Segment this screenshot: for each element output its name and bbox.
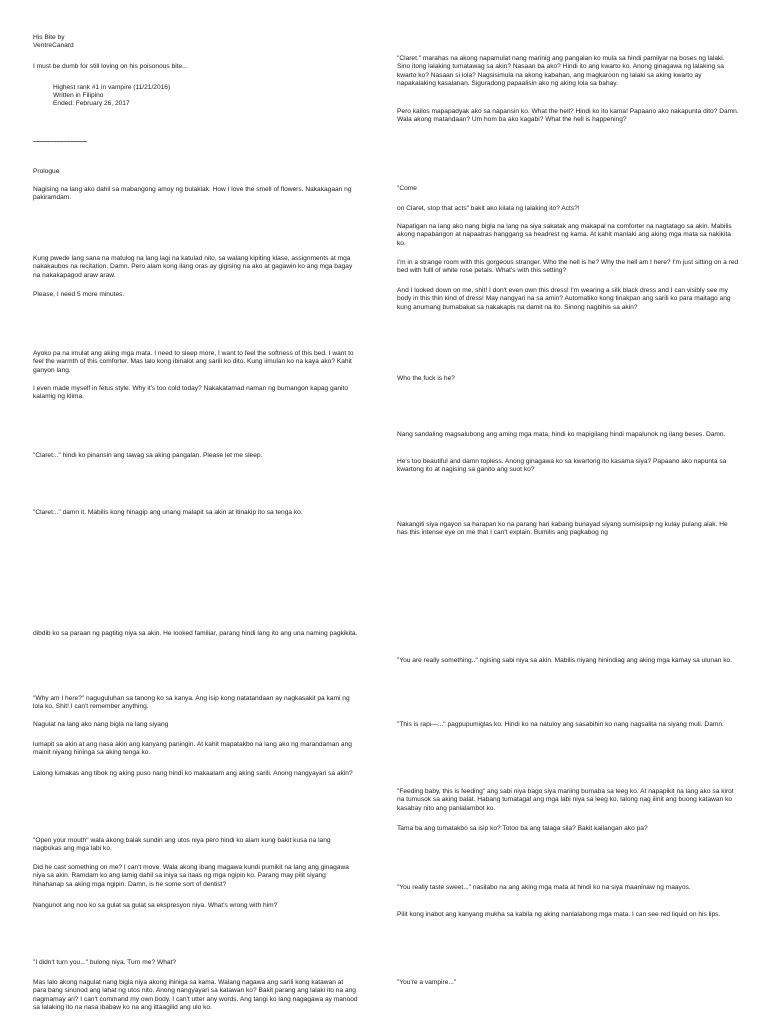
paragraph: "You are really something.." ngising sabi niya sa akin. Mabilis niyang hinindiag ang aking mga kamay sa ulunan ko. <box>397 657 733 664</box>
paragraph: Ayoko pa na imulat ang aking mga mata. I need to sleep more, I want to feel the softness of this bed. I want to feel the warmth of this comforter. Mas lalo kong ibinalot ang sarili ko dito. Kung iimulan ko na kaya ako? Kahit ganyon lang. <box>33 350 354 374</box>
meta-rank: Highest rank #1 in vampire (11/21/2016) <box>53 84 171 91</box>
paragraph: Nagulat na lang ako nang bigla na lang siyang <box>33 721 169 728</box>
paragraph: "You're a vampire..." <box>397 979 457 986</box>
paragraph: Please, I need 5 more minutes. <box>33 291 125 298</box>
story-author: VentreCanard <box>33 42 74 49</box>
paragraph: "You really taste sweet..." nasilabo na ang aking mga mata at hindi ko na siya maaninaw ng maayos. <box>397 884 691 891</box>
paragraph: "I didn't turn you..." bulong niya. Turn me? What? <box>33 959 177 966</box>
paragraph: Nagising na lang ako dahil sa mabangong amoy ng bulaklak. How I love the smell of flowers. Nakakagaan ng pakiramdam. <box>33 186 352 202</box>
story-title: His Bite by <box>33 34 65 41</box>
paragraph: Nang sandaling magsalubong ang aming mga mata, hindi ko mapigilang hindi mapalunok ng ilang beses. Damn. <box>397 431 726 438</box>
paragraph: "Claret..." hindi ko pinansin ang tawag sa aking pangalan. Please let me sleep. <box>33 452 263 459</box>
story-tagline: I must be dumb for still loving on his poisonous bite... <box>33 63 188 70</box>
section-divider: ~~~~~~~~~~~~~~~~ <box>33 139 87 146</box>
paragraph: Nangunot ang noo ko sa gulat sa gulat sa ekspresyon niya. What's wrong with him? <box>33 902 278 909</box>
paragraph: "Feeding baby, this is feeding" ang sabi niya bago siya mariing bumaba sa leeg ko. At napapikit na lang ako sa kirot na tumusok sa aking balat. Habang tumatagal ang mga labi niya sa leeg ko, lalong nag iiinit ang buong katawan ko kasabay nito ang panlalambot ko. <box>397 788 734 812</box>
paragraph: And I looked down on me, shit! I don't even own this dress! I'm wearing a silk black dress and I can visibly see my body in this thin kind of dress! May nangyari na sa amin? Automatiko kong tinakpan ang sarili ko para maitago ang kung anumang bumabakat sa nakakapis na damit na ito. Sinong nagbihis sa akin? <box>397 287 731 311</box>
paragraph: "Come <box>397 185 417 192</box>
paragraph: Mas lalo akong nagulat nang bigla niya akong ihiniga sa kama. Walang nagawa ang sarili kong katawan at para bang sinunod ang lahat ng utos nito. Anong nangyayari sa katawan ko? Bakit parang ang lalaki ito na ang nagmamay ari? I can't command my own body. I can't utter any words. Ang tangi ko lang nagagawa ay manood sa lalaking ito na nasa ibabaw ko na ang ittaagilid ang ulo ko. <box>33 979 358 1012</box>
paragraph: Pero kailos mapapadyak ako sa napansin ko. What the hell? Hindi ko ito kama! Papaano ako nakapunta dito? Damn. Wala akong matandaan? Um hom ba ako kagabi? What the hell is happening? <box>397 108 739 124</box>
paragraph: Who the fuck is he? <box>397 375 455 382</box>
paragraph: Lalong lumakas ang tibok ng aking puso nang hindi ko makaalam ang aking sarili. Anong nangyayari sa akin? <box>33 770 353 777</box>
paragraph: I'm in a strange room with this gorgeous stranger. Who the hell is he? Why the hell am I here? I'm just sitting on a red bed with fulll of white rose petals. What's with this setting? <box>397 259 739 275</box>
paragraph: Did he cast something on me? I can't move. Wala akong ibang magawa kundi pumikit na lang ang ginagawa niya sa akin. Ramdam ko ang lamig dahil sa iniya sa itaas ng mga ngipin ko. Parang may pilit siyang hinahanap sa aking mga ngipin. Damn, is he some sort of dentist? <box>33 864 349 888</box>
paragraph: Pilit kong inabot ang kanyang mukha sa kabila ng aking nanlalabong mga mata. I can see red liquid on his lips. <box>397 911 721 918</box>
paragraph: "Claret..." damn it. Mabilis kong hinagip ang unang malapit sa akin at itinakip ito sa tenga ko. <box>33 509 303 516</box>
paragraph: lumapit sa akin at ang nasa akin ang kanyang paningin. At kahit mapatakbo na lang ako ng marandaman ang mainit niyang hininga sa aking tenga ko. <box>33 741 352 757</box>
paragraph: Tama ba ang tumatakbo sa isip ko? Totoo ba ang talaga sila? Bakit kailangan ako pa? <box>397 825 648 832</box>
paragraph: "Open your mouth" wala akong balak sundin ang utos niya pero hindi ko alam kung bakit kusa na lang nagbukas ang mga labi ko. <box>33 837 331 853</box>
paragraph: on Claret, stop that acts" bakit ako kilala ng lalaking ito? Acts?! <box>397 205 580 212</box>
paragraph: Nakangiti siya ngayon sa harapan ko na parang hari kabang bunayad siyang sumisipsip ng kulay pulang alak. He has this intense eye on me that I can't explain. Bumilis ang pagkabog ng <box>397 521 728 537</box>
paragraph: "Claret." marahas na akong napamulat nang marinig ang pangalan ko mula sa hindi pamilyar na boses ng lalaki. Sino itong lalaking tumatawag sa akin? Nasaan ba ako? Hindi ito ang kwarto ko. Anong ginagawa ng lalaking sa kwarto ko? Nasaan si lola? Nagsisimula na akong kabahan, ang magkaroon ng lalaki sa aking kwarto ay napakalaking kasalanan. Siguradong papaalisin ako ng aking lola sa bahay. <box>397 55 725 88</box>
paragraph: He's too beautiful and damn topless. Anong ginagawa ko sa kwartong ito kasama siya? Papaano ako napunta sa kwartong ito at nagising sa ganito ang suot ko? <box>397 458 727 474</box>
paragraph: I even made myself in fetus style. Why it's too cold today? Nakakatamad naman ng bumangon kapag ganito kalamig ng klima. <box>33 385 349 401</box>
meta-ended: Ended: February 26, 2017 <box>53 100 130 107</box>
paragraph: Napatigan na lang ako nang bigla na lang na siya sakatak ang makapal na comforter na nagtatago sa akin. Mabilis akong napabangon at napaatras hanggang sa headrest ng kama. At kahit manlaki ang aking mga mata sa nakikita ko. <box>397 223 732 247</box>
paragraph: "Why am I here?" naguguluhan sa tanong ko sa kanya. Ang isip kong natatandaan ay nagkasakit pa kami ng lola ko. Shit! I can't remember anything. <box>33 695 350 711</box>
prologue-heading: Prologue <box>33 168 60 175</box>
paragraph: dibdib ko sa paraan ng pagtitig niya sa akin. He looked familiar, parang hindi lang ito ang una naming pagkikita. <box>33 630 358 637</box>
paragraph: "This is rapi—..." pagpupumiglas ko. Hindi ko na natuloy ang sasabihin ko nang nagsalita na siyang muli. Damn. <box>397 721 724 728</box>
paragraph: Kung pwede lang sana na matulog na lang lagi na katulad nito, sa walang kipiting klase, assignments at mga nakakaubos na recitation. Damn. Pero alam kong ilang oras ay gigising na ako at gagawin ko ang mga bagay na nakakapagod araw araw. <box>33 255 353 279</box>
meta-language: Written in Filipino <box>53 92 104 99</box>
